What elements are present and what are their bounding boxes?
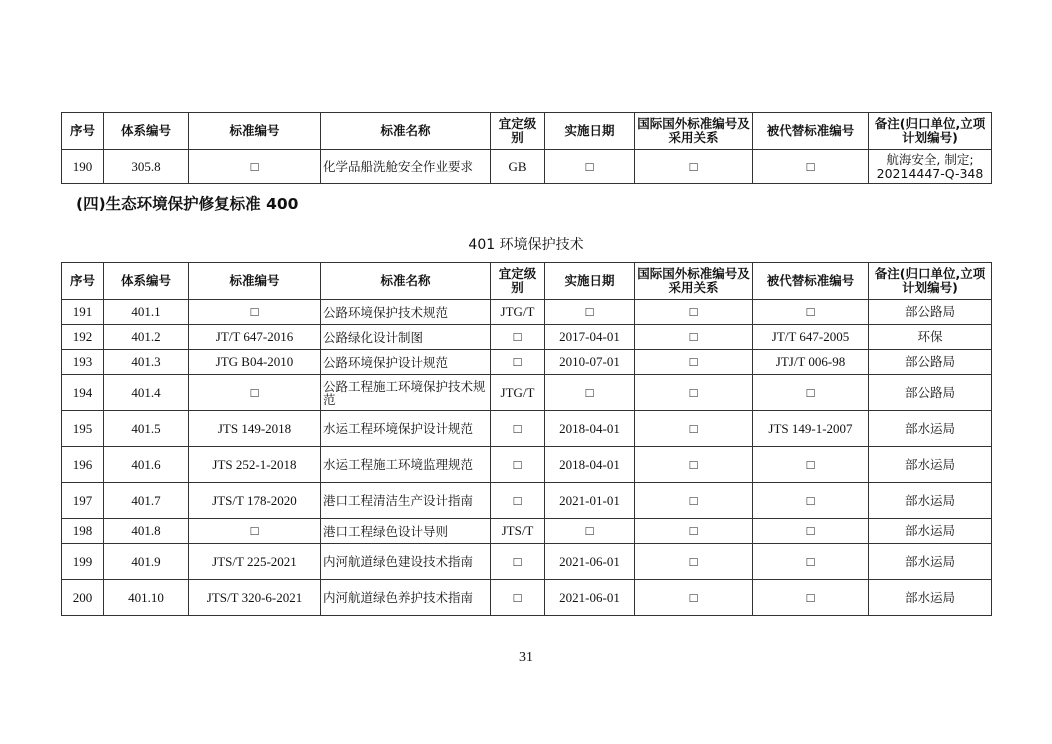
table-row xyxy=(62,483,992,519)
cell-standard-name: 公路环境保护技术规范 xyxy=(321,300,491,325)
header-system-number: 体系编号 xyxy=(104,113,189,150)
cell-system-number: 401.4 xyxy=(104,375,189,411)
cell-date: □ xyxy=(545,150,635,184)
cell-replaced: □ xyxy=(753,580,869,616)
cell-level: □ xyxy=(491,325,545,350)
page-number: 31 xyxy=(519,650,533,665)
cell-system-number: 401.5 xyxy=(104,411,189,447)
cell-replaced: □ xyxy=(753,544,869,580)
cell-intl: □ xyxy=(635,544,753,580)
cell-replaced: JTS 149-1-2007 xyxy=(753,411,869,447)
cell-note: 环保 xyxy=(869,325,992,350)
cell-date: 2021-06-01 xyxy=(545,544,635,580)
cell-standard-name: 水运工程环境保护设计规范 xyxy=(321,411,491,447)
cell-system-number: 401.1 xyxy=(104,300,189,325)
cell-level: □ xyxy=(491,483,545,519)
cell-replaced: □ xyxy=(753,300,869,325)
cell-date: 2021-01-01 xyxy=(545,483,635,519)
cell-standard-number: JTS 252-1-2018 xyxy=(189,447,321,483)
table-row xyxy=(62,350,992,375)
header-seq: 序号 xyxy=(62,263,104,300)
cell-intl: □ xyxy=(635,325,753,350)
section-title: (四)生态环境保护修复标准 400 xyxy=(76,195,299,213)
header-standard-number: 标准编号 xyxy=(189,263,321,300)
cell-intl: □ xyxy=(635,300,753,325)
header-standard-number: 标准编号 xyxy=(189,113,321,150)
cell-level: GB xyxy=(491,150,545,184)
table-row xyxy=(62,411,992,447)
header-level: 宜定级别 xyxy=(491,113,545,150)
cell-system-number: 305.8 xyxy=(104,150,189,184)
cell-seq: 192 xyxy=(62,325,104,350)
cell-replaced: JT/T 647-2005 xyxy=(753,325,869,350)
header-intl: 国际国外标准编号及采用关系 xyxy=(635,113,753,150)
cell-standard-number: JTS/T 320-6-2021 xyxy=(189,580,321,616)
cell-replaced: □ xyxy=(753,375,869,411)
cell-intl: □ xyxy=(635,580,753,616)
cell-note: 部公路局 xyxy=(869,300,992,325)
cell-level: □ xyxy=(491,411,545,447)
table-row xyxy=(62,519,992,544)
cell-date: □ xyxy=(545,300,635,325)
cell-seq: 200 xyxy=(62,580,104,616)
cell-standard-number: JT/T 647-2016 xyxy=(189,325,321,350)
cell-intl: □ xyxy=(635,447,753,483)
cell-standard-name: 港口工程清洁生产设计指南 xyxy=(321,483,491,519)
cell-date: 2017-04-01 xyxy=(545,325,635,350)
cell-seq: 194 xyxy=(62,375,104,411)
cell-date: 2010-07-01 xyxy=(545,350,635,375)
cell-date: 2018-04-01 xyxy=(545,447,635,483)
cell-system-number: 401.3 xyxy=(104,350,189,375)
cell-seq: 198 xyxy=(62,519,104,544)
header-replaced: 被代替标准编号 xyxy=(753,113,869,150)
cell-standard-name: 内河航道绿色养护技术指南 xyxy=(321,580,491,616)
header-row xyxy=(62,113,992,150)
cell-standard-name: 水运工程施工环境监理规范 xyxy=(321,447,491,483)
table-row xyxy=(62,580,992,616)
cell-standard-name: 公路环境保护设计规范 xyxy=(321,350,491,375)
cell-note: 部公路局 xyxy=(869,350,992,375)
cell-system-number: 401.10 xyxy=(104,580,189,616)
header-note: 备注(归口单位,立项计划编号) xyxy=(869,263,992,300)
cell-standard-number: JTS/T 225-2021 xyxy=(189,544,321,580)
cell-level: JTG/T xyxy=(491,375,545,411)
cell-system-number: 401.8 xyxy=(104,519,189,544)
cell-replaced: □ xyxy=(753,150,869,184)
cell-seq: 199 xyxy=(62,544,104,580)
cell-intl: □ xyxy=(635,411,753,447)
cell-seq: 196 xyxy=(62,447,104,483)
header-standard-name: 标准名称 xyxy=(321,263,491,300)
header-replaced: 被代替标准编号 xyxy=(753,263,869,300)
cell-standard-name: 公路工程施工环境保护技术规范 xyxy=(321,375,491,411)
cell-date: 2018-04-01 xyxy=(545,411,635,447)
cell-level: □ xyxy=(491,447,545,483)
header-system-number: 体系编号 xyxy=(104,263,189,300)
cell-replaced: JTJ/T 006-98 xyxy=(753,350,869,375)
cell-system-number: 401.6 xyxy=(104,447,189,483)
cell-note: 航海安全, 制定; 20214447-Q-348 xyxy=(869,150,992,184)
cell-date: □ xyxy=(545,375,635,411)
cell-system-number: 401.9 xyxy=(104,544,189,580)
cell-note: 部水运局 xyxy=(869,483,992,519)
cell-level: □ xyxy=(491,544,545,580)
cell-standard-name: 化学品船洗舱安全作业要求 xyxy=(321,150,491,184)
cell-standard-number: JTG B04-2010 xyxy=(189,350,321,375)
cell-replaced: □ xyxy=(753,483,869,519)
cell-date: □ xyxy=(545,519,635,544)
table-row xyxy=(62,375,992,411)
table-row xyxy=(62,300,992,325)
cell-note: 部水运局 xyxy=(869,411,992,447)
cell-seq: 191 xyxy=(62,300,104,325)
cell-level: JTG/T xyxy=(491,300,545,325)
header-date: 实施日期 xyxy=(545,113,635,150)
header-date: 实施日期 xyxy=(545,263,635,300)
cell-standard-number: □ xyxy=(189,300,321,325)
table-row xyxy=(62,544,992,580)
cell-standard-name: 港口工程绿色设计导则 xyxy=(321,519,491,544)
standards-table-continued xyxy=(61,112,992,184)
cell-standard-name: 内河航道绿色建设技术指南 xyxy=(321,544,491,580)
cell-standard-name: 公路绿化设计制图 xyxy=(321,325,491,350)
cell-note: 部水运局 xyxy=(869,447,992,483)
cell-standard-number: □ xyxy=(189,150,321,184)
standards-table-401 xyxy=(61,262,992,616)
header-seq: 序号 xyxy=(62,113,104,150)
cell-standard-number: □ xyxy=(189,519,321,544)
header-row xyxy=(62,263,992,300)
header-note: 备注(归口单位,立项计划编号) xyxy=(869,113,992,150)
cell-intl: □ xyxy=(635,350,753,375)
header-intl: 国际国外标准编号及采用关系 xyxy=(635,263,753,300)
cell-note: 部水运局 xyxy=(869,544,992,580)
cell-intl: □ xyxy=(635,375,753,411)
cell-standard-number: □ xyxy=(189,375,321,411)
cell-intl: □ xyxy=(635,150,753,184)
cell-seq: 197 xyxy=(62,483,104,519)
cell-standard-number: JTS/T 178-2020 xyxy=(189,483,321,519)
cell-standard-number: JTS 149-2018 xyxy=(189,411,321,447)
table-row xyxy=(62,325,992,350)
header-level: 宜定级别 xyxy=(491,263,545,300)
table-row xyxy=(62,447,992,483)
cell-seq: 193 xyxy=(62,350,104,375)
cell-date: 2021-06-01 xyxy=(545,580,635,616)
cell-intl: □ xyxy=(635,483,753,519)
cell-level: □ xyxy=(491,350,545,375)
cell-seq: 190 xyxy=(62,150,104,184)
cell-seq: 195 xyxy=(62,411,104,447)
cell-system-number: 401.7 xyxy=(104,483,189,519)
subsection-title: 401 环境保护技术 xyxy=(468,237,584,253)
cell-intl: □ xyxy=(635,519,753,544)
cell-note: 部水运局 xyxy=(869,580,992,616)
header-standard-name: 标准名称 xyxy=(321,113,491,150)
cell-system-number: 401.2 xyxy=(104,325,189,350)
cell-level: JTS/T xyxy=(491,519,545,544)
cell-level: □ xyxy=(491,580,545,616)
cell-note: 部公路局 xyxy=(869,375,992,411)
cell-replaced: □ xyxy=(753,519,869,544)
cell-note: 部水运局 xyxy=(869,519,992,544)
table-row xyxy=(62,150,992,184)
cell-replaced: □ xyxy=(753,447,869,483)
